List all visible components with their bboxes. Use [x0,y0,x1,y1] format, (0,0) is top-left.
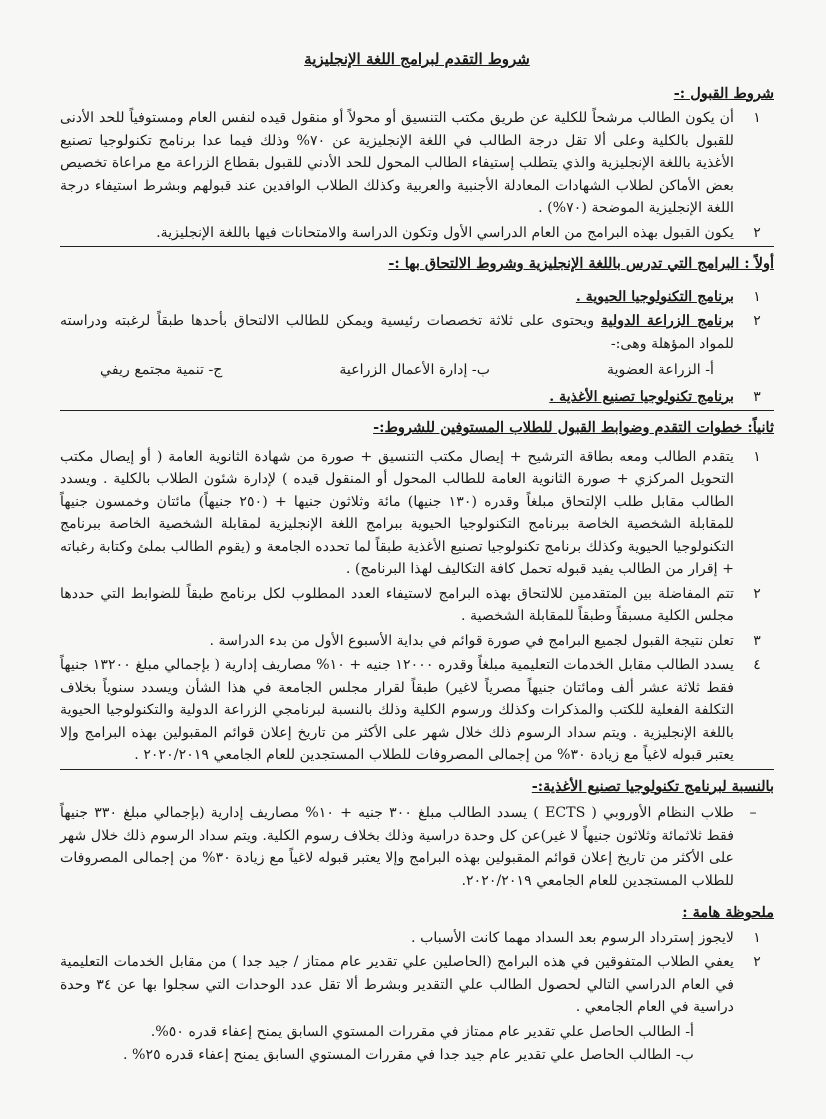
item-text: أن يكون الطالب مرشحاً للكلية عن طريق مكتب التنسيق أو محولاً أو منقول قيده لنفس العام ومستوفياً للحد الأدنى للقبول بالكلية وعلى ألا تقل درجة الطالب في اللغة الإنجليزية عن ٧٠% وذلك فيما عدا برنامج تكنولوجيا تصنيع الأغذية باللغة الإنجليزية والذي يتطلب إستيفاء الطالب المحول للحد الأدني للقبول بقطاع الزراعة مع مراعاة تخصيص بعض الأماكن لطلاب الشهادات المعادلة الأجنبية والعربية وكذلك الطلاب الوافدين عند قبولهم وبشرط استيفاء درجة اللغة الإنجليزية الموضحة (٧٠%) . [60,110,734,216]
item-number: ١ [753,929,761,946]
programs-heading: أولاً : البرامج التي تدرس باللغة الإنجليزية وشروط الالتحاق بها :- [388,255,774,272]
item-text: يعفي الطلاب المتفوقين في هذه البرامج (الحاصلين علي تقدير عام ممتاز / جيد جدا ) من مقابل الخدمات التعليمية في العام الدراسي التالي لحصول الطالب علي التقدير وبشرط ألا تقل عدد الوحدات التي سجلوا بها عن ٣٤ وحدة دراسية في العام الجامعي . [60,954,735,1015]
item-text: لايجوز إسترداد الرسوم بعد السداد مهما كانت الأسباب . [411,929,734,946]
item-text: تعلن نتيجة القبول لجميع البرامج في صورة قوائم في بداية الأسبوع الأول من بدء الدراسة . [209,632,734,649]
divider [60,410,774,411]
item-number: ٤ [753,657,761,673]
program-item-3 [60,386,774,409]
program-name: برنامج تكنولوجيا تصنيع الأغذية . [549,388,734,405]
item-number: ١ [753,288,761,305]
step-item-1 [60,446,774,581]
item-text: يسدد الطالب مقابل الخدمات التعليمية مبلغاً وقدره ١٢٠٠٠ جنيه + ١٠% مصاريف إدارية ( بإجمالي مبلغ ١٣٢٠٠ جنيهاً فقط ثلاثة عشر ألف ومائتان جنيهاً مصرياً لاغير) طبقاً لقرار مجلس الجامعة في هذا الشأن ويسدد سنوياً بخلاف التكلفة الفعلية للكتب والمذكرات وكذلك ورسوم الكلية وذلك بالنسبة لبرنامجي الزراعة الدولية والتكنولوجيا الحيوية باللغة الإنجليزية . ويتم سداد الرسوم ذلك خلال شهر على الأكثر من تاريخ إعلان قوائم المقبولين بهذه البرامج وإلا يعتبر قبوله لاغياً مع زيادة ٣٠% من إجمالى المصروفات للطلاب المستجدين للعام الجامعي ٢٠٢٠/٢٠١٩ . [60,657,734,763]
food-program-item [60,802,774,892]
note-sub-item-a: أ- الطالب الحاصل علي تقدير عام ممتاز في مقررات المستوي السابق يمنح إعفاء قدره ٥٠%. [150,1023,694,1040]
item-number: ٢ [753,313,761,329]
item-number: ٢ [753,224,761,241]
item-number: ٢ [753,954,761,970]
item-text: يتقدم الطالب ومعه بطاقة الترشيح + إيصال مكتب التنسيق + صورة من شهادة الثانوية العامة ( أو إيصال مكتب التحويل المركزي + صورة الثانوية العامة للطالب المحول أو المنقول قيده ) لإدارة شئون الطلاب بالكلية . ويسدد الطالب مقابل طلب الإلتحاق مبلغاً وقدره (١٣٠ جنيها) مائة وثلاثون جنيها + (٢٥٠ جنيهاً) مائتان وخمسون جنيهاً للمقابلة الشخصية الخاصة ببرنامج التكنولوجيا الحيوية ببرامج اللغة الإنجليزية لمقابلة الشخصية الخاصة ببرنامج التكنولوجيا الحيوية وكذلك برنامج تكنولوجيا تصنيع الأغذية طبقاً لما تحدده الجامعة و (يقوم الطالب بملئ وكتابة رغباته + إقرار من الطالب يفيد قبوله تحمل كافة التكاليف لهذا البرنامج) . [60,448,734,577]
specialization-item: أ- الزراعة العضوية [606,362,714,378]
step-item-4 [60,654,774,767]
program-name: برنامج التكنولوجيا الحيوية . [575,288,734,305]
step-item-3 [60,630,774,653]
item-number: ٢ [753,585,761,602]
specialization-item: ج- تنمية مجتمع ريفي [100,362,223,378]
note-item-1 [60,927,774,950]
step-item-2 [60,583,774,628]
specializations-list [60,357,774,384]
admission-item-1 [60,107,774,220]
food-program-heading: بالنسبة لبرنامج تكنولوجيا تصنيع الأغذية:- [531,777,774,795]
specialization-item: ب- إدارة الأعمال الزراعية [339,362,491,378]
program-item-2 [60,310,774,355]
steps-heading: ثانياً: خطوات التقدم وضوابط القبول للطلاب المستوفين للشروط:- [373,419,774,436]
program-description: ويحتوى على ثلاثة تخصصات رئيسية ويمكن للطالب الالتحاق بأحدها طبقاً لرغبته ودراسته للمواد المؤهلة وهى:- [60,313,734,352]
program-name: برنامج الزراعة الدولية [601,313,734,329]
divider [60,769,774,770]
dash-bullet: – [749,805,757,821]
item-number: ١ [753,448,761,465]
item-number: ٣ [753,632,761,649]
item-text: طلاب النظام الأوروبي ( ECTS ) يسدد الطالب مبلغ ٣٠٠ جنيه + ١٠% مصاريف إدارية (بإجمالي مبلغ ٣٣٠ جنيهاً فقط ثلاثمائة وثلاثون جنيهاً لا غير)عن كل وحدة دراسية وذلك بخلاف رسوم الكلية. ويتم سداد الرسوم ذلك خلال شهر على الأكثر من تاريخ إعلان قوائم المقبولين بهذه البرامج وإلا يعتبر قبوله لاغياً مع زيادة ٣٠% من إجمالى المصروفات للطلاب المستجدين للعام الجامعي ٢٠٢٠/٢٠١٩. [60,805,734,889]
admission-item-2 [60,222,774,245]
item-number: ٣ [753,388,761,405]
note-sub-item-b: ب- الطالب الحاصل علي تقدير عام جيد جدا في مقررات المستوي السابق يمنح إعفاء قدره ٢٥% . [122,1047,694,1063]
program-item-1 [60,286,774,309]
notes-heading: ملحوظة هامة : [682,904,774,921]
item-text: تتم المفاضلة بين المتقدمين للالتحاق بهذه البرامج لاستيفاء العدد المطلوب لكل برنامج طبقاً للضوابط التي حددها مجلس الكلية مسبقاً وطبقاً للمقابلة الشخصية . [60,585,734,624]
admission-heading: شروط القبول :- [673,84,774,102]
note-item-2 [60,951,774,1019]
document-title: شروط التقدم لبرامج اللغة الإنجليزية [304,50,530,68]
item-text: يكون القبول بهذه البرامج من العام الدراسي الأول وتكون الدراسة والامتحانات فيها باللغة الإنجليزية. [156,224,734,241]
divider [60,246,774,247]
item-number: ١ [753,110,761,126]
